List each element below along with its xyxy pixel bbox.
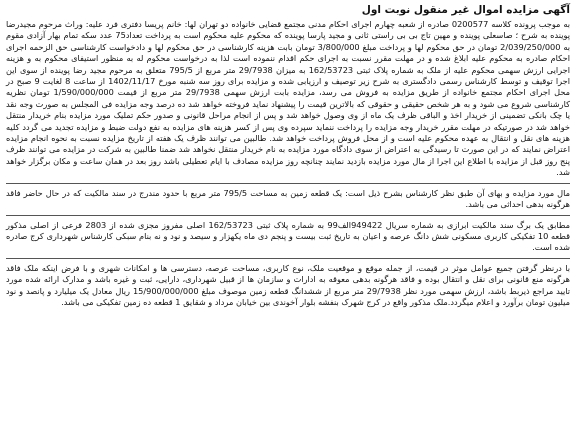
notice-body-paragraph-4: با درنظر گرفتن جمیع عوامل موثر در قیمت، از جمله موقع و موقعیت ملک، نوع کاربری، مساحت عرصه، دسترسی ها و امکانات شهری و با فرض اینکه ملک فاقد هرگونه منع قانونی برای نقل و انتقال بوده و فاقد هرگونه بدهی معوقه به ادارات و سازمان ها از قبیل شهرداری، دارایی، ثبت و غیره باشد و مدارک ارائه شده مورد تایید مراجع ذیربط باشد، ارزش سهمی مورد نظر 29/7938 متر مربع از ششدانگ قطعه زمین موصوف مبلغ 15/900/000/000 ریال معادل یک میلیارد و پانصد و نود میلیون تومان برآورد و اعلام میگردد.ملک مذکور واقع در کرج شهرک بنفشه بلوار آخوندی بین خیابان مرداد و شقایق 1 قطعه ده زمین تفکیکی می باشد. (6, 262, 570, 307)
section-divider (6, 258, 570, 259)
notice-body-paragraph-1: به موجب پرونده کلاسه 0200577 صادره از شعبه چهارم اجرای احکام مدنی مجتمع قضایی خانواده دو تهران لها: خانم پریسا دفتری فرد علیه: وراث مرحوم مجیدرضا پوینده به شرح ؛ صاسعلی پوینده و مهین تاج بی بی راستی ثانی و مجید پارسا پوینده که محکوم علیه محکوم است به پرداخت تعداد75 عدد سکه تمام بهار آزادی مقوم به 2/039/250/000 تومان در حق محکوم لها و پرداخت مبلغ 3/800/000 تومان بابت هزینه کارشناسی در حق محکوم لها و دادخواست کارشناسی حق الزحمه اجرای احکام صادره به محکوم علیه ابلاغ شده و در مهلت مقرر نسبت به اجرای حکم اقدام ننموده است لذا به درخواست محکوم له به منظور استیفای محکوم به و هزینه اجرایی ارزش سهمی محکوم علیه از ملک به شماره پلاک ثبتی 162/53723 به میزان 29/7938 متر مربع از 795/5 متعلق به مرحوم مجید رضا پوینده از سوی این اجرا توقیف و توسط کارشناس رسمی دادگستری به شرح زیر توصیف و ارزیابی شده و مزایده برای روز سه شنبه مورخ 1402/11/17 از ساعت 8 لغایت 9 صبح در محل اجرای احکام مجتمع خانواده از طریق مزایده به فروش می رسد، مزایده بابت ارزش سهمی 29/7938 متر مربع از قیمت 1/590/000/000 تومان نظریه کارشناسی شروع می شود و به هر شخص حقیقی و حقوقی که بالاترین قیمت را پیشنهاد نماید فروخته خواهد شد ده درصد وجه مزایده فی المجلس به صورت وجه نقد یا چک بانکی تضمینی از خریدار اخذ و الباقی ظرف یک ماه از وی وصول خواهد شد و پس از انجام مراحل قانونی و صدور حکم تملیک مورد مزایده بنام خریدار منتقل خواهد شد در صورتیکه در مهلت مقرر خریدار وجه مزایده را پرداخت ننماید سپرده وی پس از کسر هزینه های مزایده به نفع دولت ضبط و مزایده تجدید می گردد کلیه هزینه های نقل و انتقال به عهده محکوم علیه است و از محل فروش پرداخت خواهد شد. طالبین می توانند ظرف یک هفته از تاریخ مزایده نسبت به نحوه انجام مزایده اعتراض نمایند که در این صورت تا رسیدگی به اعتراض از سوی دادگاه مورد مزایده به نام خریدار منتقل نخواهد شد ضمنا طالبین به شرکت در مزایده می توانند ظرف پنج روز قبل از مزایده با اطلاع این اجرا از مال مورد مزایده بازدید نمایند چنانچه روز مزایده مصادف با ایام تعطیلی باشد روز بعد در همان ساعت و مکان برگزار خواهد شد. (6, 19, 571, 178)
section-divider (6, 183, 570, 184)
section-divider (6, 215, 570, 216)
notice-body-paragraph-3: مطابق یک برگ سند مالکیت ابرازی به شماره سریال 949422الف99 به شماره پلاک ثبتی 162/53723 اصلی مفروز مجزی شده از 2803 فرعی از اصلی مذکور قطعه 10 تفکیکی کاربری مسکونی شش دانگ عرصه و اعیان به تاریخ ثبت بیست و پنجم دی ماه یکهزار و سیصد و نود و نه بنام سبکی کارشناس شهرداری کرج صادره شده است. (6, 219, 571, 253)
notice-body-paragraph-2: مال مورد مزایده و بهای آن طبق نظر کارشناس بشرح ذیل است: یک قطعه زمین به مساحت 795/5 متر مربع با حدود مندرج در سند مالکیت که در حال حاضر فاقد هرگونه بدهی احداثی می باشد. (6, 187, 570, 210)
notice-title: آگهی مزایده اموال غیر منقول نوبت اول (361, 4, 570, 16)
